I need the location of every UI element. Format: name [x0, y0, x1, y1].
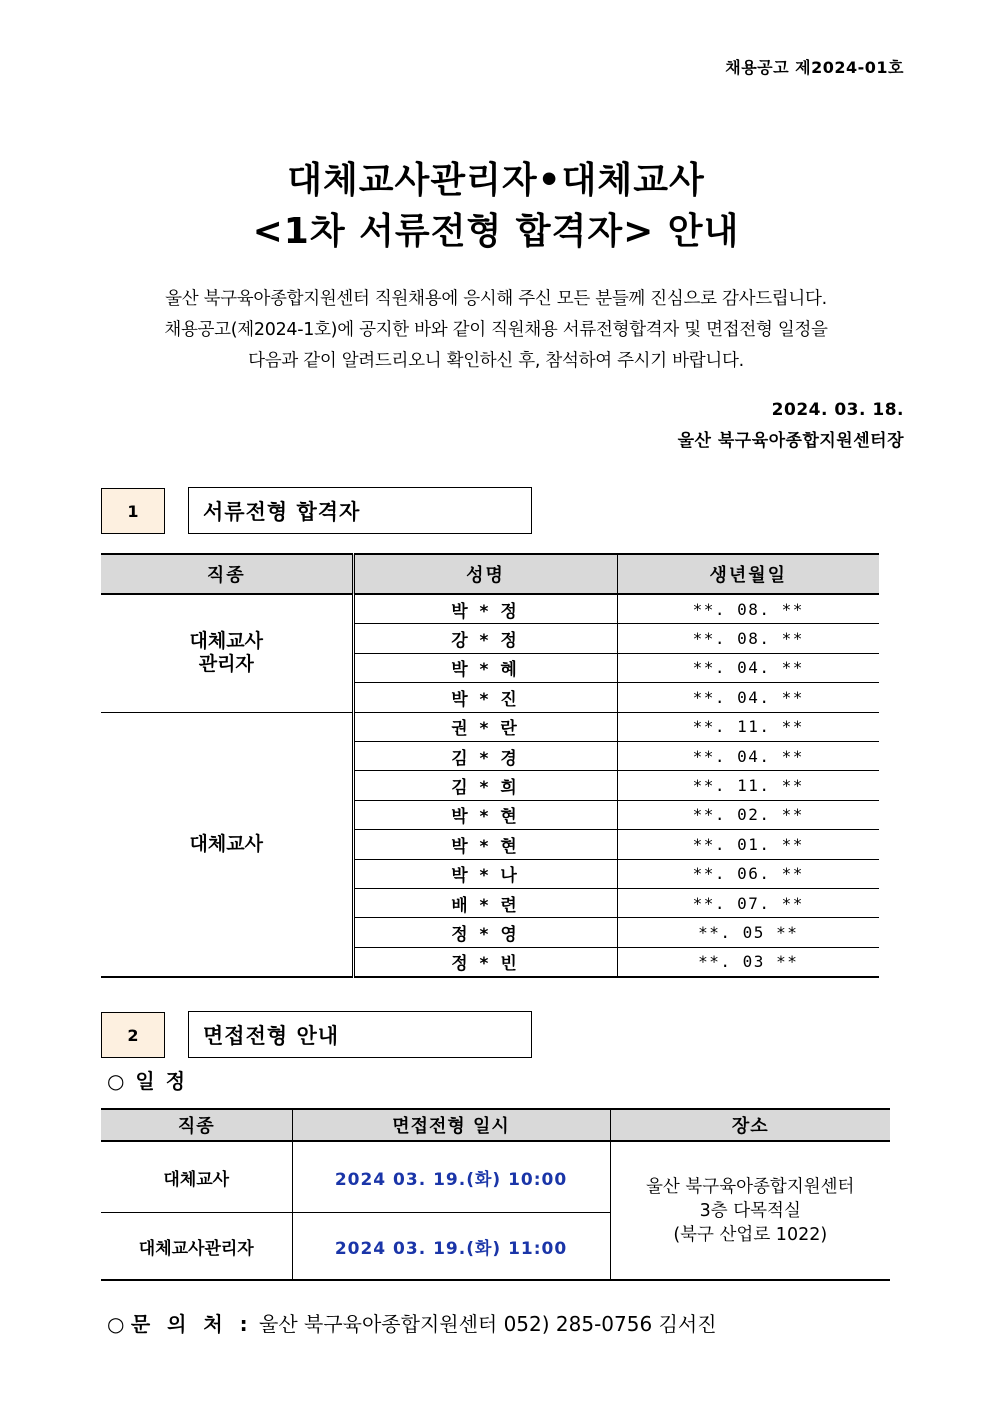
- header-job: 직종: [101, 554, 353, 594]
- signature-date: 2024. 03. 18.: [771, 400, 904, 420]
- document-passers-table: [101, 553, 879, 978]
- applicant-birthdate: **. 04. **: [617, 653, 879, 682]
- notice-number: 채용공고 제2024-01호: [725, 58, 904, 77]
- contact-label: 문 의 처 :: [130, 1312, 253, 1336]
- section-1-number-box: 1: [101, 488, 165, 534]
- applicant-name: 권 * 란: [353, 712, 617, 741]
- applicant-birthdate: **. 05 **: [617, 918, 879, 947]
- contact-bullet: ○: [107, 1312, 125, 1336]
- section-2-title: 면접전형 안내: [188, 1011, 532, 1058]
- intro-paragraph-line-2: 채용공고(제2024-1호)에 공지한 바와 같이 직원채용 서류전형합격자 및 면접전형 일정을: [164, 320, 828, 340]
- schedule-header-datetime: 면접전형 일시: [292, 1109, 610, 1141]
- place-line-3: (북구 산업로 1022): [673, 1224, 828, 1245]
- schedule-header-job: 직종: [101, 1109, 292, 1141]
- applicant-name: 박 * 진: [353, 683, 617, 712]
- applicant-name: 배 * 련: [353, 888, 617, 917]
- schedule-job: 대체교사: [101, 1141, 292, 1213]
- schedule-place: [610, 1141, 890, 1280]
- applicant-name: 박 * 혜: [353, 653, 617, 682]
- section-1-title: 서류전형 합격자: [188, 487, 532, 534]
- schedule-header-place: 장소: [610, 1109, 890, 1141]
- job-category-cell: 대체교사 관리자: [101, 594, 353, 712]
- intro-paragraph-line-1: 울산 북구육아종합지원센터 직원채용에 응시해 주신 모든 분들께 진심으로 감사드립니다.: [165, 289, 827, 309]
- applicant-birthdate: **. 06. **: [617, 859, 879, 888]
- applicant-name: 박 * 현: [353, 830, 617, 859]
- applicant-birthdate: **. 08. **: [617, 624, 879, 653]
- table-row: [101, 712, 879, 741]
- applicant-name: 강 * 정: [353, 624, 617, 653]
- applicant-name: 김 * 경: [353, 741, 617, 770]
- schedule-datetime: 2024 03. 19.(화) 11:00: [292, 1213, 610, 1281]
- header-birthdate: 생년월일: [617, 554, 879, 594]
- applicant-name: 박 * 현: [353, 800, 617, 829]
- applicant-birthdate: **. 02. **: [617, 800, 879, 829]
- table-row: [101, 594, 879, 624]
- place-line-2: 3층 다목적실: [699, 1200, 801, 1221]
- applicant-birthdate: **. 11. **: [617, 712, 879, 741]
- applicant-birthdate: **. 11. **: [617, 771, 879, 800]
- applicant-name: 박 * 나: [353, 859, 617, 888]
- schedule-label: ○ 일 정: [107, 1069, 188, 1093]
- schedule-job: 대체교사관리자: [101, 1213, 292, 1281]
- applicant-name: 박 * 정: [353, 594, 617, 624]
- contact-line: [107, 1308, 717, 1337]
- place-line-1: 울산 북구육아종합지원센터: [646, 1176, 855, 1197]
- contact-info: 울산 북구육아종합지원센터 052) 285-0756 김서진: [259, 1312, 717, 1336]
- page-title-line-2: <1차 서류전형 합격자> 안내: [252, 211, 740, 252]
- applicant-birthdate: **. 04. **: [617, 741, 879, 770]
- applicant-birthdate: **. 03 **: [617, 947, 879, 977]
- schedule-datetime: 2024 03. 19.(화) 10:00: [292, 1141, 610, 1213]
- passers-table-body: [101, 594, 879, 977]
- page-title-line-1: 대체교사관리자•대체교사: [287, 160, 705, 201]
- applicant-birthdate: **. 08. **: [617, 594, 879, 624]
- applicant-birthdate: **. 04. **: [617, 683, 879, 712]
- applicant-birthdate: **. 07. **: [617, 888, 879, 917]
- job-category-cell: 대체교사: [101, 712, 353, 977]
- schedule-row: [101, 1141, 890, 1213]
- signature-organization: 울산 북구육아종합지원센터장: [677, 431, 904, 451]
- section-2-number-box: 2: [101, 1012, 165, 1058]
- interview-schedule-table: [101, 1108, 890, 1281]
- intro-paragraph-line-3: 다음과 같이 알려드리오니 확인하신 후, 참석하여 주시기 바랍니다.: [248, 351, 744, 371]
- applicant-name: 정 * 영: [353, 918, 617, 947]
- applicant-birthdate: **. 01. **: [617, 830, 879, 859]
- header-name: 성명: [353, 554, 617, 594]
- applicant-name: 김 * 희: [353, 771, 617, 800]
- applicant-name: 정 * 빈: [353, 947, 617, 977]
